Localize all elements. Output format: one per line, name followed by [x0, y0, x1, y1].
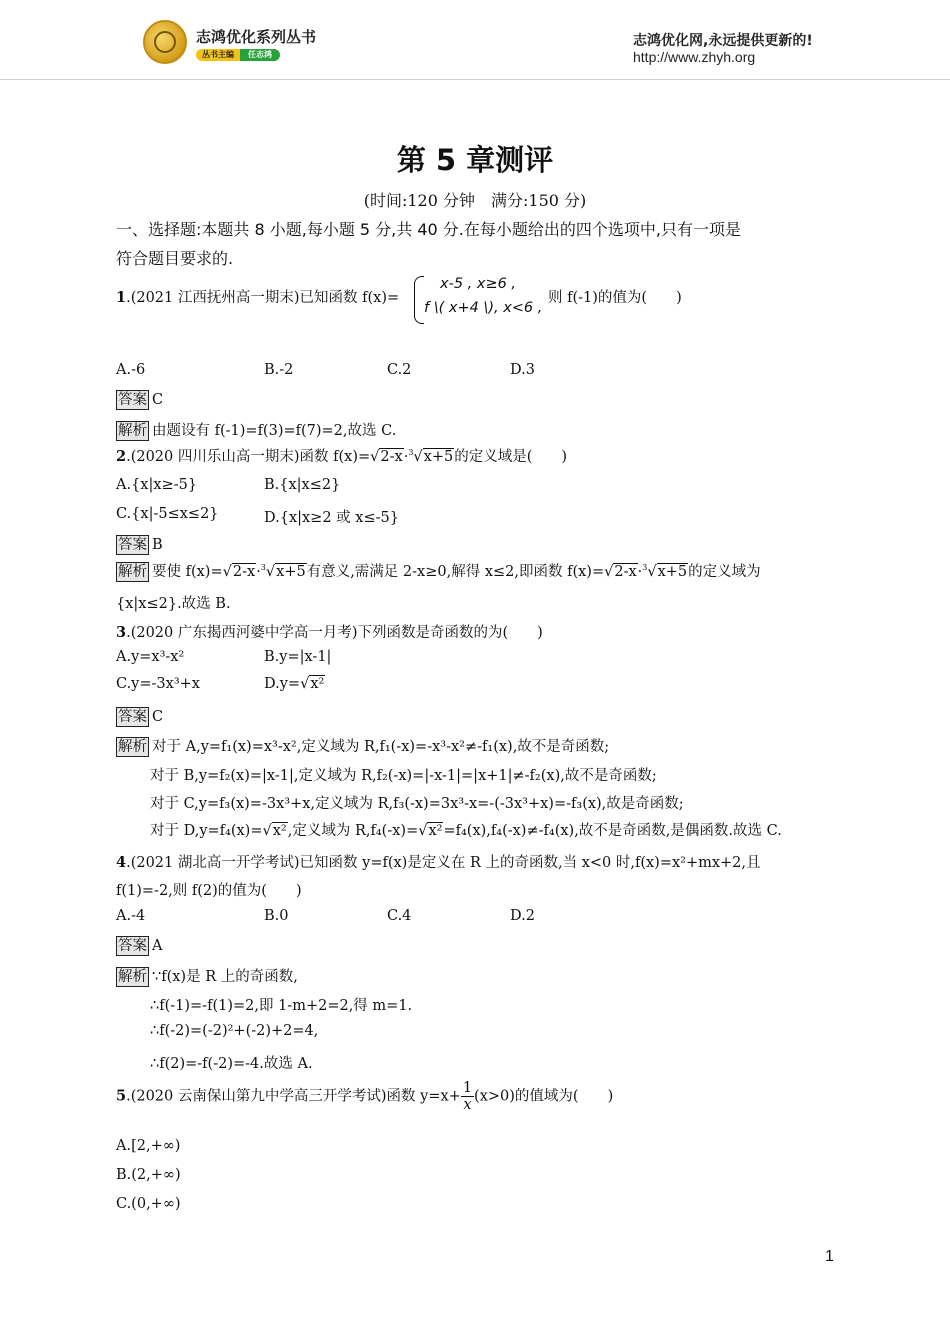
option-a: A.{x|x≥-5} [116, 477, 198, 493]
cbrt-symbol: √ [647, 564, 657, 580]
fraction [461, 1080, 474, 1113]
analysis-text: 要使 f(x)= [152, 564, 223, 580]
section-heading-line1: 一、选择题:本题共 8 小题,每小题 5 分,共 40 分.在每小题给出的四个选项中,只有一项是 [116, 220, 741, 239]
question-text: .(2021 湖北高一开学考试)已知函数 y=f(x)是定义在 R 上的奇函数,当 x<0 时,f(x)=x²+mx+2,且 [126, 855, 761, 871]
cbrt-symbol: √ [265, 564, 276, 580]
dot-operator: · [403, 449, 409, 465]
answer-row [116, 707, 163, 727]
answer-value: B [152, 537, 163, 553]
section-heading-line2: 符合题目要求的. [116, 249, 234, 268]
radicand: x+5 [657, 564, 688, 580]
series-name: 志鸿优化系列丛书 [196, 28, 317, 46]
dot-operator: · [256, 564, 261, 580]
question-number: 1 [116, 289, 127, 306]
editor-label: 丛书主编 [196, 49, 240, 61]
radicand: 2-x [380, 449, 403, 465]
option-d [264, 676, 325, 692]
analysis-text: 的定义域为 [688, 564, 761, 580]
analysis-continued: {x|x≤2}.故选 B. [116, 596, 231, 612]
option-d: D.{x|x≥2 或 x≤-5} [264, 510, 399, 526]
analysis-row [116, 735, 609, 757]
sqrt-symbol: √ [604, 564, 614, 580]
question-text: .(2021 江西抚州高一期末)已知函数 f(x)= [126, 290, 400, 306]
analysis-tag: 解析 [118, 564, 147, 580]
radicand: x² [310, 676, 325, 692]
answer-row [116, 390, 163, 410]
answer-value: A [152, 938, 163, 954]
question-tail: (x>0)的值域为( ) [474, 1088, 614, 1105]
analysis-text: 对于 A,y=f₁(x)=x³-x²,定义域为 R,f₁(-x)=-x³-x²≠-f₁(x),故不是奇函数; [152, 739, 610, 755]
analysis-text: 对于 D,y=f₄(x)= [150, 823, 263, 839]
analysis-tag: 解析 [118, 423, 147, 439]
question-number: 5 [116, 1087, 127, 1105]
page-number: 1 [825, 1248, 834, 1265]
option-b: B.-2 [264, 362, 294, 378]
option-a: A.y=x³-x² [116, 649, 185, 665]
analysis-line [150, 819, 782, 840]
cbrt-symbol: √ [413, 449, 423, 465]
answer-row [116, 535, 163, 555]
page-title: 第 5 章测评 [396, 143, 554, 177]
piecewise-case-2: f \( x+4 \), x<6 , [424, 300, 543, 316]
radicand: x² [272, 823, 287, 839]
editor-badge [196, 49, 280, 61]
option-text: D.y= [264, 676, 301, 692]
analysis-line: ∴f(-1)=-f(1)=2,即 1-m+2=2,得 m=1. [150, 998, 413, 1014]
piecewise-case-1: x-5 , x≥6 , [440, 276, 517, 292]
answer-tag: 答案 [118, 392, 147, 408]
option-c: C.2 [387, 362, 412, 378]
option-d: D.3 [510, 362, 535, 378]
header-divider [0, 79, 950, 80]
option-a: A.-4 [116, 908, 146, 924]
analysis-row [116, 965, 298, 987]
option-b: B.(2,+∞) [116, 1167, 181, 1183]
option-b: B.{x|x≤2} [264, 477, 341, 493]
radicand: x+5 [276, 564, 306, 580]
answer-value: C [152, 709, 164, 725]
question-text: .(2020 四川乐山高一期末)函数 f(x)= [126, 449, 371, 465]
sqrt-symbol: √ [370, 449, 380, 465]
publisher-logo [143, 20, 187, 64]
numerator: 1 [462, 1080, 473, 1096]
sqrt-symbol: √ [262, 823, 272, 839]
answer-value: C [152, 392, 164, 408]
exam-info: (时间:120 分钟 满分:150 分) [363, 191, 587, 210]
option-a: A.-6 [116, 362, 146, 378]
sqrt-symbol: √ [418, 823, 428, 839]
analysis-line: ∴f(2)=-f(-2)=-4.故选 A. [150, 1056, 313, 1072]
sqrt-symbol: √ [222, 564, 232, 580]
option-c: C.{x|-5≤x≤2} [116, 506, 219, 522]
option-c: C.4 [387, 908, 412, 924]
option-b: B.y=|x-1| [264, 649, 332, 665]
question-5-stem [116, 1080, 613, 1113]
question-4-stem-2: f(1)=-2,则 f(2)的值为( ) [116, 883, 302, 899]
answer-tag: 答案 [118, 537, 147, 553]
option-d: D.2 [510, 908, 535, 924]
analysis-line: ∴f(-2)=(-2)²+(-2)+2=4, [150, 1023, 319, 1039]
slogan: 志鸿优化网,永远提供更新的! [633, 33, 813, 49]
question-number: 2 [116, 448, 127, 465]
answer-tag: 答案 [118, 938, 147, 954]
analysis-tag: 解析 [118, 739, 147, 755]
question-1-stem [116, 286, 399, 307]
analysis-text: ,定义域为 R,f₄(-x)= [287, 823, 419, 839]
dot-operator: · [637, 564, 643, 580]
radicand: x+5 [423, 449, 454, 465]
editor-name: 任志鸿 [240, 49, 280, 61]
root-index: 3 [642, 563, 648, 573]
answer-tag: 答案 [118, 709, 147, 725]
option-a: A.[2,+∞) [116, 1138, 181, 1154]
radicand: 2-x [232, 564, 256, 580]
analysis-text: 有意义,需满足 2-x≥0,解得 x≤2,即函数 f(x)= [306, 564, 605, 580]
question-tail: 的定义域是( ) [454, 449, 568, 465]
analysis-text: ∵f(x)是 R 上的奇函数, [152, 969, 298, 985]
piecewise-brace [414, 276, 424, 324]
analysis-row [116, 419, 396, 441]
sqrt-symbol: √ [300, 676, 310, 692]
analysis-text: 由题设有 f(-1)=f(3)=f(7)=2,故选 C. [152, 423, 397, 439]
analysis-line: 对于 B,y=f₂(x)=|x-1|,定义域为 R,f₂(-x)=|-x-1|=|x+1|≠-f₂(x),故不是奇函数; [150, 768, 657, 784]
analysis-text: =f₄(x),f₄(-x)≠-f₄(x),故不是奇函数,是偶函数.故选 C. [443, 823, 782, 839]
question-2-stem [116, 445, 567, 466]
question-number: 3 [116, 624, 127, 641]
option-c: C.y=-3x³+x [116, 676, 200, 692]
root-index: 3 [260, 563, 266, 573]
analysis-row [116, 560, 761, 582]
root-index: 3 [408, 448, 414, 458]
option-b: B.0 [264, 908, 289, 924]
radicand: 2-x [614, 564, 637, 580]
analysis-tag: 解析 [118, 969, 147, 985]
denominator: x [463, 1097, 472, 1113]
analysis-line: 对于 C,y=f₃(x)=-3x³+x,定义域为 R,f₃(-x)=3x³-x=-(-3x³+x)=-f₃(x),故是奇函数; [150, 796, 684, 812]
question-4-stem [116, 851, 761, 872]
radicand: x² [428, 823, 443, 839]
answer-row [116, 936, 162, 956]
option-c: C.(0,+∞) [116, 1196, 181, 1212]
question-text: .(2020 广东揭西河婆中学高一月考)下列函数是奇函数的为( ) [126, 625, 543, 641]
question-number: 4 [116, 854, 127, 871]
question-3-stem [116, 621, 543, 642]
question-text: .(2020 云南保山第九中学高三开学考试)函数 y=x+ [126, 1088, 461, 1105]
site-url[interactable]: http://www.zhyh.org [633, 49, 756, 65]
question-1-tail: 则 f(-1)的值为( ) [548, 290, 682, 306]
